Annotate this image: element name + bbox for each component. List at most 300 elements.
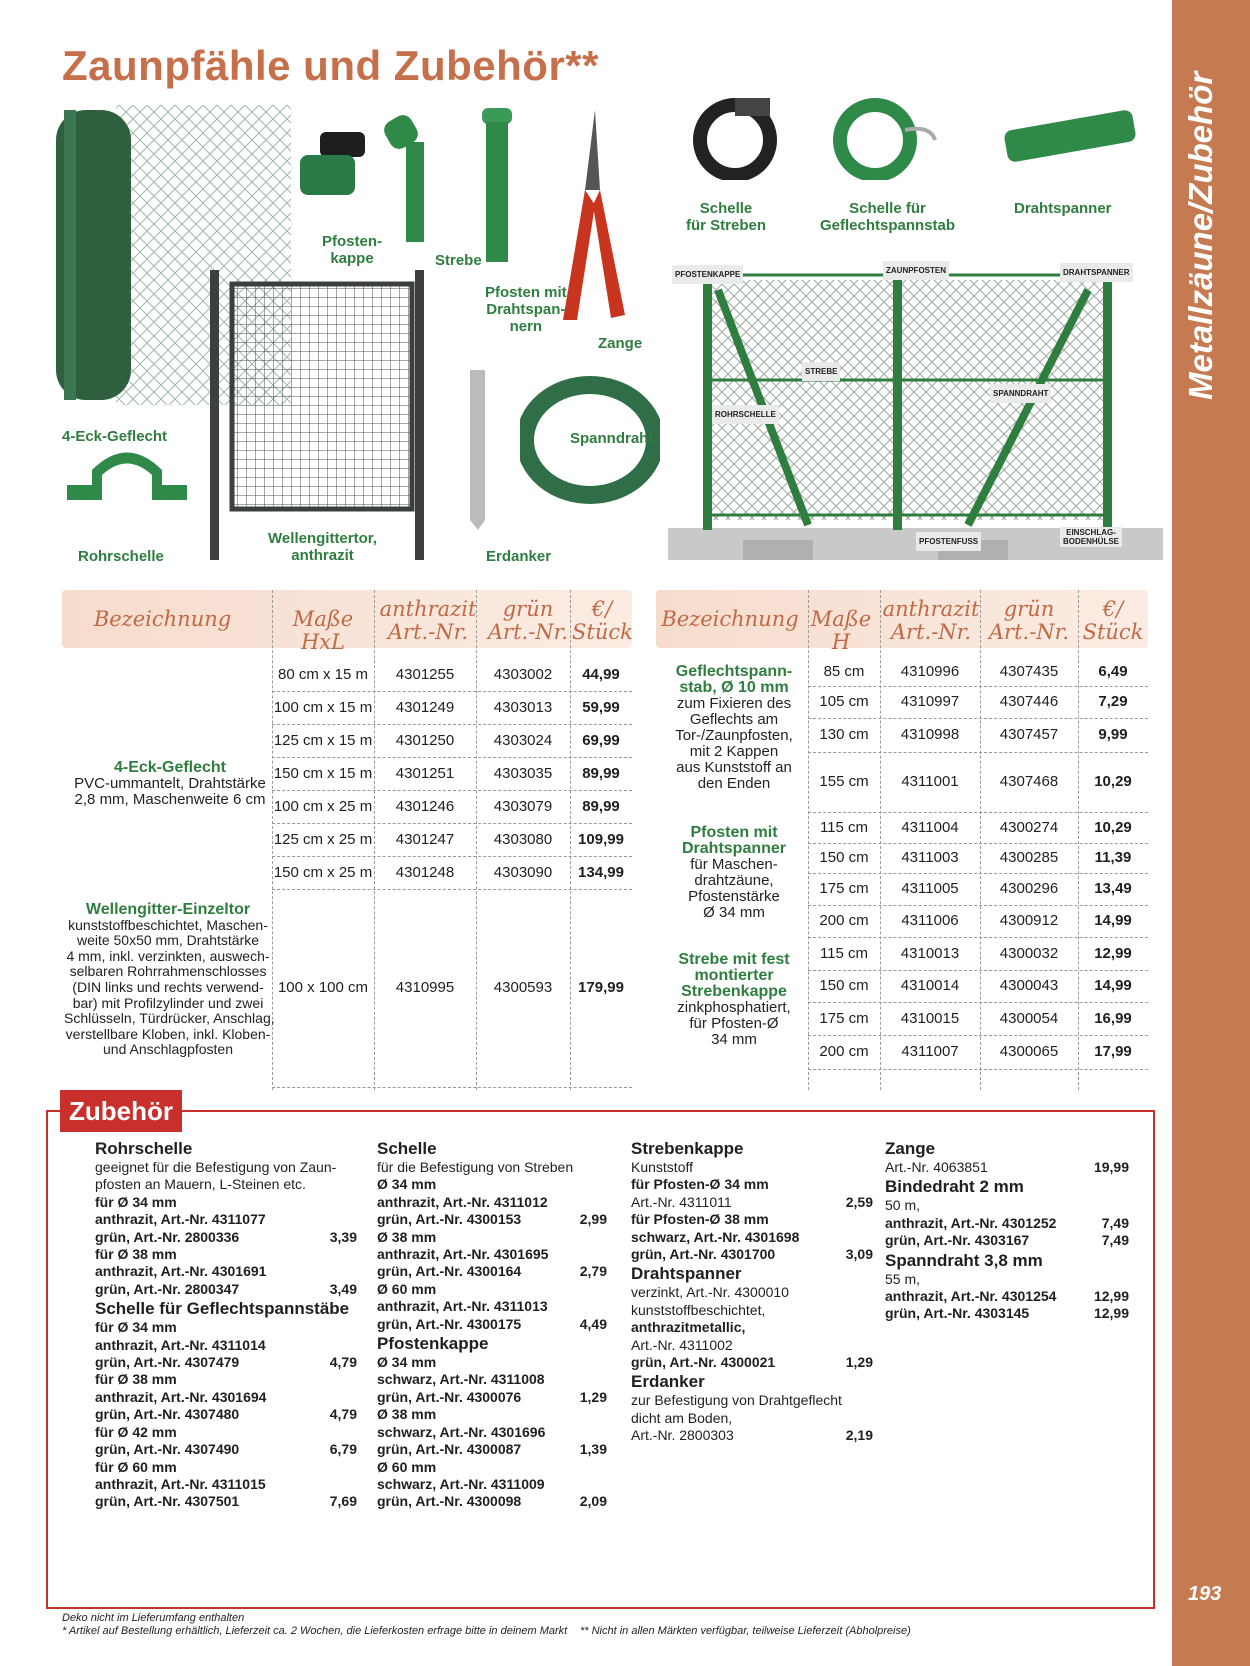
accessory-text: zur Befestigung von Drahtgeflecht [631, 1392, 842, 1409]
accessory-price: 2,59 [845, 1193, 873, 1210]
gruen-artnr-cell: 4300032 [999, 944, 1059, 962]
table-row [272, 856, 632, 890]
table-row [808, 905, 1148, 938]
accessory-text: 50 m, [885, 1197, 921, 1214]
size-cell: 105 cm [819, 693, 869, 710]
sidebar-label-text: Metallzäune/Zubehör [1182, 71, 1219, 400]
accessory-text: anthrazit, Art.-Nr. 4301252 [885, 1214, 1057, 1231]
accessory-line [631, 1392, 873, 1409]
gruen-artnr-cell: 4303024 [493, 731, 553, 749]
anthrazit-artnr-cell: 4310998 [900, 726, 960, 743]
size-cell: 200 cm [819, 1043, 869, 1060]
accessory-text: anthrazit, Art.-Nr. 4311013 [377, 1298, 548, 1315]
table-row [808, 752, 1148, 813]
gruen-artnr-cell: 4300912 [999, 912, 1059, 929]
anthrazit-artnr-cell: 4301248 [395, 863, 455, 881]
accessory-line [885, 1271, 1129, 1288]
accessory-text: grün, Art.-Nr. 4307479 [95, 1354, 240, 1371]
anthrazit-artnr-cell: 4301250 [395, 731, 455, 749]
anthrazit-artnr-cell: 4310995 [395, 979, 455, 996]
anthrazit-artnr-cell: 4311006 [901, 912, 959, 929]
group-name: Strebe mit fest montierter Strebenkappe [678, 951, 790, 1000]
left-header-anthrazit: anthrazit Art.-Nr. [379, 597, 477, 644]
accessory-text: anthrazit, Art.-Nr. 4311015 [95, 1475, 266, 1492]
zange-image [555, 110, 645, 325]
accessory-line [631, 1427, 873, 1444]
accessory-price: 12,99 [1093, 1288, 1129, 1305]
accessory-line [631, 1319, 873, 1336]
accessory-text: anthrazit, Art.-Nr. 4311077 [95, 1211, 266, 1228]
accessory-line [377, 1371, 607, 1388]
gruen-artnr-cell: 4303080 [493, 830, 553, 848]
accessory-price: 6,79 [329, 1441, 357, 1458]
accessory-text: Ø 34 mm [377, 1354, 437, 1371]
size-cell: 115 cm [819, 818, 869, 836]
accessory-text: grün, Art.-Nr. 4301700 [631, 1246, 776, 1263]
accessory-line [377, 1298, 607, 1315]
accessory-text: grün, Art.-Nr. 4303167 [885, 1232, 1030, 1249]
accessory-text: anthrazit, Art.-Nr. 4301694 [95, 1388, 267, 1405]
accessory-text: anthrazit, Art.-Nr. 4311012 [377, 1193, 548, 1210]
accessory-text: Erdanker [631, 1372, 705, 1392]
price-cell: 109,99 [578, 830, 624, 848]
accessory-price: 3,39 [329, 1228, 357, 1245]
table-row [808, 658, 1148, 687]
diagram-label-zaunpfosten: ZAUNPFOSTEN [883, 261, 949, 280]
accessory-text: anthrazit, Art.-Nr. 4301695 [377, 1246, 549, 1263]
anthrazit-artnr-cell: 4311004 [901, 818, 959, 836]
footer-deko: Deko nicht im Lieferumfang enthalten [62, 1612, 245, 1624]
accessory-text: Ø 38 mm [377, 1406, 437, 1423]
accessory-line [377, 1246, 607, 1263]
group-desc: zinkphosphatiert, für Pfosten-Ø 34 mm [677, 999, 791, 1048]
left-header-masse: Maße HxL [292, 607, 354, 654]
pfostenkappe-strebe-image [298, 92, 458, 242]
accessory-line [95, 1424, 357, 1441]
gruen-artnr-cell: 4300285 [999, 849, 1059, 866]
accessory-text: Schelle für Geflechtspannstäbe [95, 1299, 350, 1319]
right-group-strebe [660, 952, 808, 1048]
table-row [272, 691, 632, 725]
accessory-line [377, 1354, 607, 1371]
accessory-line [377, 1316, 607, 1333]
accessory-text: Art.-Nr. 4063851 [885, 1159, 988, 1175]
label-drahtspanner: Drahtspanner [1014, 200, 1112, 217]
accessory-line [95, 1246, 357, 1263]
accessory-line [885, 1197, 1129, 1214]
gruen-artnr-cell: 4303002 [493, 665, 553, 683]
label-geflecht: 4-Eck-Geflecht [62, 428, 168, 445]
anthrazit-artnr-cell: 4310996 [900, 663, 960, 680]
accessory-price: 4,79 [329, 1354, 357, 1371]
accessory-price: 3,49 [329, 1280, 357, 1297]
label-schelle-streben: Schelle für Streben [686, 200, 767, 234]
anthrazit-artnr-cell: 4311005 [901, 880, 959, 897]
left-header-preis: €/ Stück [572, 597, 633, 644]
footer-notes [62, 1612, 567, 1638]
accessory-line [631, 1302, 873, 1319]
table-row [808, 1002, 1148, 1036]
accessory-text: für Ø 34 mm [95, 1319, 177, 1336]
size-cell: 100 x 100 cm [277, 979, 369, 996]
accessory-title [377, 1138, 607, 1159]
accessory-text: grün, Art.-Nr. 4300175 [377, 1315, 522, 1332]
price-cell: 6,49 [1098, 663, 1128, 680]
accessory-line [885, 1288, 1129, 1305]
accessory-title [95, 1138, 357, 1159]
accessory-line [377, 1424, 607, 1441]
anthrazit-artnr-cell: 4311007 [901, 1043, 959, 1060]
accessory-line [377, 1229, 607, 1246]
size-cell: 155 cm [819, 773, 869, 790]
right-group-geflechtspannstab [660, 664, 808, 792]
accessory-line [95, 1441, 357, 1458]
anthrazit-artnr-cell: 4301246 [395, 797, 455, 815]
accessory-price: 1,29 [579, 1388, 607, 1405]
accessory-line [95, 1194, 357, 1211]
right-header-preis: €/ Stück [1082, 597, 1144, 644]
accessory-line [95, 1319, 357, 1336]
accessory-line [631, 1410, 873, 1427]
group-name: Geflechtspann- stab, Ø 10 mm [675, 663, 793, 696]
table-row [272, 790, 632, 824]
accessory-line [377, 1493, 607, 1510]
accessory-price: 7,49 [1101, 1214, 1129, 1231]
gruen-artnr-cell: 4303090 [493, 863, 553, 881]
accessory-price: 7,49 [1101, 1232, 1129, 1249]
accessory-line [377, 1441, 607, 1458]
accessory-line [631, 1159, 873, 1176]
accessory-text: Zange [885, 1139, 936, 1158]
table-row [272, 889, 632, 1088]
accessory-text: grün, Art.-Nr. 4300021 [631, 1354, 776, 1371]
table-row [808, 686, 1148, 719]
accessory-price: 4,49 [579, 1315, 607, 1332]
group-name: Pfosten mit Drahtspanner [681, 824, 787, 857]
size-cell: 100 cm x 25 m [273, 797, 373, 815]
gruen-artnr-cell: 4300054 [999, 1009, 1059, 1027]
accessory-text: für Pfosten-Ø 38 mm [631, 1211, 769, 1228]
accessory-line [95, 1281, 357, 1298]
diagram-label-rohrschelle: ROHRSCHELLE [712, 405, 779, 424]
accessory-price: 2,99 [579, 1211, 607, 1228]
accessory-line [631, 1211, 873, 1228]
price-cell: 11,39 [1094, 849, 1132, 866]
accessory-text: für Pfosten-Ø 34 mm [631, 1176, 769, 1193]
accessory-text: dicht am Boden, [631, 1409, 733, 1426]
size-cell: 150 cm x 25 m [273, 863, 373, 881]
price-cell: 14,99 [1094, 977, 1132, 994]
accessory-line [377, 1211, 607, 1228]
rohrschelle-image [62, 440, 192, 520]
accessory-text: verzinkt, Art.-Nr. 4300010 [631, 1284, 789, 1301]
right-header-gruen: grün Art.-Nr. [988, 597, 1070, 644]
accessories-column-3 [631, 1138, 873, 1445]
accessory-price: 2,09 [579, 1493, 607, 1510]
price-cell: 44,99 [582, 665, 620, 683]
accessory-line [95, 1406, 357, 1423]
price-cell: 89,99 [582, 764, 620, 782]
accessory-text: pfosten an Mauern, L-Steinen etc. [95, 1176, 306, 1193]
size-cell: 175 cm [819, 1009, 869, 1027]
accessory-text: grün, Art.-Nr. 4300087 [377, 1441, 522, 1458]
accessory-text: für Ø 34 mm [95, 1193, 177, 1210]
accessory-text: grün, Art.-Nr. 4300098 [377, 1493, 522, 1510]
size-cell: 115 cm [819, 944, 869, 962]
label-spanndraht: Spanndraht [570, 430, 654, 447]
price-cell: 69,99 [582, 731, 620, 749]
table-row [808, 1035, 1148, 1070]
accessory-text: grün, Art.-Nr. 4307501 [95, 1493, 240, 1510]
accessory-line [377, 1476, 607, 1493]
anthrazit-artnr-cell: 4310997 [900, 693, 960, 710]
size-cell: 150 cm [819, 849, 869, 866]
accessory-line [377, 1406, 607, 1423]
right-header-masse: Maße H [810, 607, 872, 654]
accessories-column-4 [885, 1138, 1129, 1323]
accessory-text: für Ø 60 mm [95, 1458, 177, 1475]
accessories-tag: Zubehör [60, 1090, 182, 1132]
accessory-text: für Ø 42 mm [95, 1423, 177, 1440]
accessory-text: grün, Art.-Nr. 4307490 [95, 1441, 240, 1458]
accessory-text: schwarz, Art.-Nr. 4311009 [377, 1475, 545, 1492]
accessory-text: grün, Art.-Nr. 4303145 [885, 1305, 1030, 1322]
accessory-price: 4,79 [329, 1406, 357, 1423]
accessory-line [377, 1159, 607, 1176]
accessory-line [95, 1476, 357, 1493]
accessory-text: Art.-Nr. 2800303 [631, 1427, 734, 1444]
accessory-line [95, 1337, 357, 1354]
accessory-line [631, 1194, 873, 1211]
price-cell: 12,99 [1094, 944, 1132, 962]
group-desc: für Maschen- drahtzäune, Pfostenstärke Ø 34 mm [688, 856, 780, 921]
size-cell: 85 cm [823, 663, 865, 680]
accessory-text: Rohrschelle [95, 1139, 193, 1158]
accessory-text: Art.-Nr. 4311011 [631, 1193, 732, 1210]
label-tor: Wellengittertor, anthrazit [268, 530, 377, 564]
table-row [272, 823, 632, 857]
erdanker-image [460, 370, 500, 530]
diagram-label-einschlag: EINSCHLAG- BODENHÜLSE [1060, 527, 1122, 547]
price-cell: 179,99 [578, 979, 624, 996]
accessory-line [377, 1194, 607, 1211]
accessory-line [377, 1263, 607, 1280]
anthrazit-artnr-cell: 4301249 [395, 698, 455, 716]
accessory-text: Ø 38 mm [377, 1228, 437, 1245]
table-row [272, 757, 632, 791]
label-strebe: Strebe [435, 252, 482, 269]
drahtspanner-image [1000, 100, 1140, 170]
size-cell: 125 cm x 15 m [273, 731, 373, 749]
anthrazit-artnr-cell: 4310015 [900, 1009, 960, 1027]
size-cell: 150 cm [819, 977, 869, 994]
anthrazit-artnr-cell: 4301251 [395, 764, 455, 782]
accessory-line [95, 1176, 357, 1193]
price-cell: 10,29 [1094, 773, 1132, 790]
accessory-text: schwarz, Art.-Nr. 4301696 [377, 1423, 546, 1440]
accessory-text: grün, Art.-Nr. 4300153 [377, 1211, 522, 1228]
accessory-price: 2,19 [845, 1427, 873, 1444]
table-row [272, 724, 632, 758]
accessory-text: Pfostenkappe [377, 1334, 489, 1354]
accessory-text: anthrazit, Art.-Nr. 4301254 [885, 1288, 1057, 1305]
price-cell: 134,99 [578, 863, 624, 881]
footer-star2: ** Nicht in allen Märkten verfügbar, teilweise Lieferzeit (Abholpreise) [580, 1625, 911, 1637]
gruen-artnr-cell: 4300593 [493, 979, 553, 996]
accessories-column-1 [95, 1138, 357, 1511]
accessory-title [95, 1298, 357, 1319]
accessory-line [95, 1354, 357, 1371]
diagram-label-strebe: STREBE [802, 362, 840, 381]
left-group-geflecht [70, 760, 270, 808]
accessory-line [377, 1459, 607, 1476]
table-row [808, 937, 1148, 971]
accessory-text: für Ø 38 mm [95, 1371, 177, 1388]
gruen-artnr-cell: 4300043 [999, 977, 1059, 994]
accessory-line [885, 1159, 1129, 1176]
label-pfostenkappe: Pfosten- kappe [322, 233, 382, 267]
size-cell: 175 cm [819, 880, 869, 897]
gruen-artnr-cell: 4303079 [493, 797, 553, 815]
accessory-line [885, 1305, 1129, 1322]
accessory-line [631, 1284, 873, 1301]
accessory-text: Strebenkappe [631, 1139, 744, 1158]
gruen-artnr-cell: 4303013 [493, 698, 553, 716]
gruen-artnr-cell: 4307435 [999, 663, 1059, 680]
accessory-text: Ø 60 mm [377, 1458, 437, 1475]
diagram-label-pfostenkappe: PFOSTENKAPPE [672, 265, 743, 284]
accessory-text: für Ø 38 mm [95, 1246, 177, 1263]
accessory-text: Ø 34 mm [377, 1176, 437, 1193]
anthrazit-artnr-cell: 4301255 [395, 665, 455, 683]
gruen-artnr-cell: 4307457 [999, 726, 1059, 743]
accessory-line [631, 1176, 873, 1193]
right-group-pfosten [660, 825, 808, 921]
gruen-artnr-cell: 4303035 [493, 764, 553, 782]
gruen-artnr-cell: 4307468 [999, 773, 1059, 790]
page-title: Zaunpfähle und Zubehör** [62, 42, 599, 89]
table-row [808, 970, 1148, 1003]
accessory-line [95, 1371, 357, 1388]
gruen-artnr-cell: 4300274 [999, 818, 1059, 836]
accessory-text: Art.-Nr. 4311002 [631, 1336, 733, 1353]
schelle-streben-image [690, 90, 790, 180]
group-desc: zum Fixieren des Geflechts am Tor-/Zaunpfosten, mit 2 Kappen aus Kunststoff an den Enden [675, 695, 793, 792]
table-row [808, 843, 1148, 874]
accessory-price: 3,09 [845, 1246, 873, 1263]
accessory-line [95, 1211, 357, 1228]
group-name: 4-Eck-Geflecht [113, 759, 227, 776]
accessory-line [95, 1159, 357, 1176]
anthrazit-artnr-cell: 4310014 [900, 977, 960, 994]
diagram-label-spanndraht: SPANNDRAHT [990, 384, 1051, 403]
accessory-line [95, 1263, 357, 1280]
accessory-line [95, 1389, 357, 1406]
table-row [808, 718, 1148, 753]
accessory-text: Drahtspanner [631, 1264, 742, 1284]
accessory-text: Schelle [377, 1139, 437, 1158]
price-cell: 59,99 [582, 698, 620, 716]
diagram-label-drahtspanner: DRAHTSPANNER [1060, 263, 1133, 282]
tor-image [210, 270, 440, 560]
accessory-price: 7,69 [329, 1493, 357, 1510]
price-cell: 9,99 [1098, 726, 1128, 743]
accessory-text: grün, Art.-Nr. 4307480 [95, 1406, 240, 1423]
right-header-bezeichnung: Bezeichnung [661, 607, 799, 631]
accessory-title [377, 1333, 607, 1354]
label-schelle-geflecht: Schelle für Geflechtspannstab [820, 200, 956, 234]
anthrazit-artnr-cell: 4310013 [900, 944, 960, 962]
anthrazit-artnr-cell: 4311003 [901, 849, 959, 866]
label-zange: Zange [598, 335, 643, 352]
accessory-title [885, 1250, 1129, 1271]
table-row [808, 873, 1148, 906]
schelle-geflecht-image [830, 90, 950, 180]
sidebar-label [1182, 71, 1242, 410]
gruen-artnr-cell: 4307446 [999, 693, 1059, 710]
size-cell: 80 cm x 15 m [277, 665, 369, 683]
accessory-text: 55 m, [885, 1270, 921, 1287]
accessory-line [631, 1337, 873, 1354]
accessory-price: 19,99 [1093, 1159, 1129, 1175]
size-cell: 200 cm [819, 912, 869, 929]
accessory-line [95, 1493, 357, 1510]
accessory-text: Bindedraht 2 mm [885, 1177, 1024, 1197]
left-group-tor [64, 901, 275, 1058]
accessory-line [885, 1232, 1129, 1249]
accessory-text: anthrazit, Art.-Nr. 4311014 [95, 1336, 266, 1353]
accessory-text: Ø 60 mm [377, 1280, 437, 1297]
accessory-text: grün, Art.-Nr. 2800347 [95, 1280, 240, 1297]
accessory-price: 1,29 [845, 1354, 873, 1371]
table-row [808, 812, 1148, 844]
price-cell: 89,99 [582, 797, 620, 815]
accessory-text: für die Befestigung von Streben [377, 1159, 574, 1175]
accessory-text: grün, Art.-Nr. 2800336 [95, 1228, 240, 1245]
accessory-title [631, 1371, 873, 1392]
label-pfosten: Pfosten mit Drahtspan- nern [485, 284, 567, 335]
group-name: Wellengitter-Einzeltor [85, 901, 251, 918]
price-cell: 14,99 [1094, 912, 1132, 929]
left-header-gruen: grün Art.-Nr. [487, 597, 569, 644]
accessory-price: 2,79 [579, 1263, 607, 1280]
accessory-text: Kunststoff [631, 1159, 694, 1175]
price-cell: 13,49 [1094, 880, 1132, 897]
accessory-price: 1,39 [579, 1441, 607, 1458]
gruen-artnr-cell: 4300065 [999, 1043, 1059, 1060]
accessory-text: grün, Art.-Nr. 4300164 [377, 1263, 522, 1280]
size-cell: 150 cm x 15 m [273, 764, 373, 782]
accessory-title [885, 1138, 1129, 1159]
accessory-line [377, 1176, 607, 1193]
accessory-text: geeignet für die Befestigung von Zaun- [95, 1159, 337, 1175]
label-rohrschelle: Rohrschelle [78, 548, 164, 565]
accessory-line [631, 1246, 873, 1263]
right-header-anthrazit: anthrazit Art.-Nr. [882, 597, 980, 644]
accessory-text: anthrazit, Art.-Nr. 4301691 [95, 1263, 267, 1280]
accessory-line [377, 1389, 607, 1406]
left-header-bezeichnung: Bezeichnung [93, 607, 232, 631]
accessory-title [885, 1176, 1129, 1197]
price-cell: 17,99 [1094, 1043, 1132, 1060]
anthrazit-artnr-cell: 4301247 [395, 830, 455, 848]
group-desc: kunststoffbeschichtet, Maschen- weite 50x50 mm, Drahtstärke 4 mm, inkl. verzinkten, auswech- selbaren Rohrrahmenschlosses (DIN links und rechts verwend- bar) mit Profilzylinder und zwei Schlüsseln, Türdrücker, Anschlag, verstellbare Kloben, inkl. Kloben- und Anschlagpfosten [64, 916, 275, 1058]
accessory-text: grün, Art.-Nr. 4300076 [377, 1388, 522, 1405]
accessories-column-2 [377, 1138, 607, 1511]
label-erdanker: Erdanker [486, 548, 552, 565]
size-cell: 125 cm x 25 m [273, 830, 373, 848]
accessory-line [95, 1229, 357, 1246]
